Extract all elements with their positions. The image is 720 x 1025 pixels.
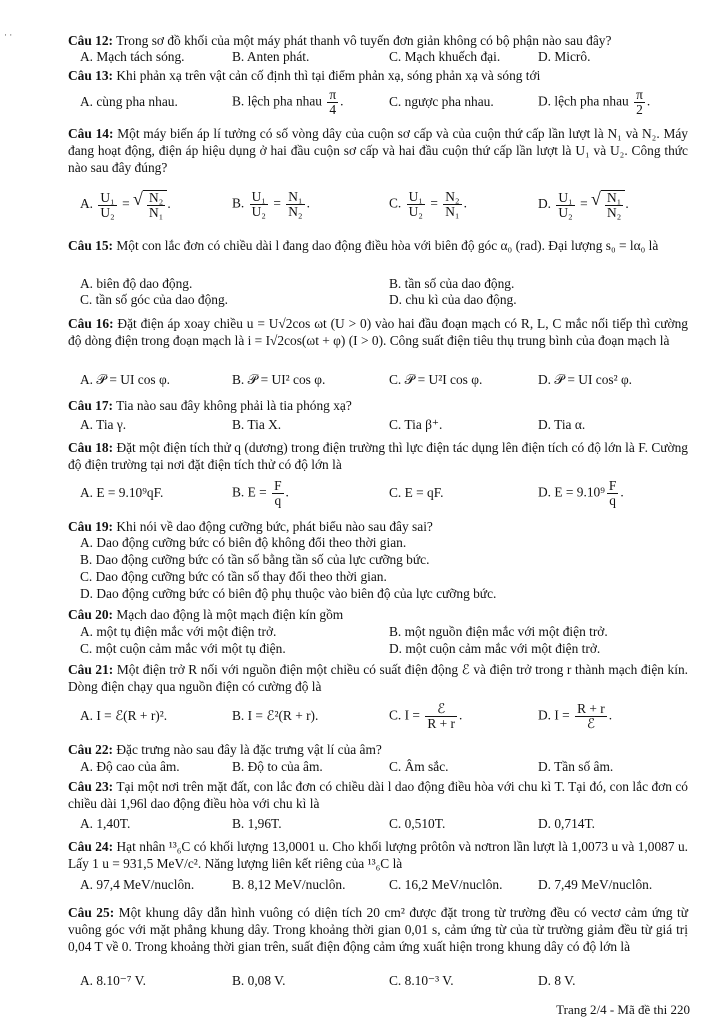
question-stem: Đặt điện áp xoay chiều u = U√2cos ωt (U > 0) vào hai đầu đoạn mạch có R, L, C mắc nối tiếp thì cường độ dòng điện trong đoạn mạch là i = I√2cos(ωt + φ) (I > 0). Công suất điện tiêu thụ trung bình của đoạn mạch là — [68, 316, 688, 348]
option-d[interactable]: D. 𝒫 = UI cos² φ. — [538, 372, 633, 387]
question-15 — [68, 237, 688, 254]
option-b-text: B. lệch pha nhau — [232, 93, 322, 109]
question-12 — [68, 32, 688, 49]
options-20-row2 — [80, 641, 690, 658]
option-b[interactable]: B. một nguồn điện mắc với một điện trở. — [389, 624, 608, 639]
denominator: R + r — [427, 716, 455, 731]
options-24 — [80, 877, 690, 894]
numerator: R + r — [577, 701, 605, 716]
option-c-text: C. I = — [389, 707, 420, 723]
question-label: Câu 15: — [68, 238, 114, 253]
fraction — [272, 479, 283, 508]
option-c-text: C. — [389, 195, 402, 211]
option-a[interactable]: A. Tia γ. — [80, 417, 127, 432]
question-20 — [68, 606, 688, 623]
numerator: ℰ — [425, 702, 457, 717]
options-23 — [80, 816, 690, 833]
option-c[interactable]: C. một cuộn cảm mắc với một tụ điện. — [80, 641, 286, 656]
option-d[interactable]: D. $\frac{\text{U₁}}{\text{U₂}}$ = √ $\frac{\text{N₁}}{\text{N₂}}$ . — [538, 190, 629, 220]
option-d[interactable]: D. Tia α. — [538, 417, 586, 432]
denominator: N₁ — [148, 205, 164, 220]
question-22 — [68, 741, 688, 758]
numerator: π — [329, 87, 337, 102]
square-root — [143, 190, 167, 220]
option-d[interactable]: D. 0,714T. — [538, 816, 596, 831]
question-stem: Khi phản xạ trên vật cản cố định thì tại điểm phản xạ, sóng phản xạ và sóng tới — [116, 68, 541, 83]
page-footer: Trang 2/4 - Mã đề thi 220 — [556, 1002, 690, 1017]
option-b[interactable]: B. tần số của dao động. — [389, 276, 515, 291]
fraction — [607, 479, 618, 508]
numerator: √ N₁ — [606, 190, 622, 205]
question-stem: Trong sơ đồ khối của một máy phát thanh vô tuyến đơn giản không có bộ phận nào sau đây? — [116, 33, 612, 48]
denominator: U₂ — [558, 204, 573, 220]
option-d-text: D. lệch pha nhau — [538, 93, 629, 109]
question-17 — [68, 397, 688, 414]
option-a[interactable]: A. Độ cao của âm. — [80, 759, 180, 774]
question-label: Câu 22: — [68, 742, 114, 757]
option-c[interactable]: C. 16,2 MeV/nuclôn. — [389, 877, 503, 892]
question-label: Câu 21: — [68, 662, 114, 677]
option-a[interactable]: A. cùng pha nhau. — [80, 94, 178, 109]
numerator: N₁ — [288, 189, 303, 204]
numerator: U₁ — [558, 189, 573, 205]
fraction — [575, 702, 607, 731]
option-a[interactable]: A. I = ℰ(R + r)². — [80, 708, 168, 723]
option-19-a — [80, 535, 690, 552]
question-label: Câu 14: — [68, 126, 114, 141]
option-b[interactable]: B. Tia X. — [232, 417, 282, 432]
option-c[interactable]: C. 8.10⁻³ V. — [389, 973, 454, 988]
options-15-row1 — [80, 276, 690, 293]
option-b[interactable]: B. 0,08 V. — [232, 973, 286, 988]
question-21 — [68, 661, 688, 695]
question-label: Câu 20: — [68, 607, 114, 622]
option-a[interactable]: A. $\frac{\text{U₁}}{\text{U₂}}$ = √ $\frac{\text{N₂}}{\text{N₁}}$ . — [80, 190, 171, 220]
option-a[interactable]: A. Mạch tách sóng. — [80, 49, 185, 64]
option-a[interactable]: A. một tụ điện mắc với một điện trở. — [80, 624, 277, 639]
option-c[interactable]: C. 0,510T. — [389, 816, 446, 831]
option-b[interactable]: B. $\frac{\text{U₁}}{\text{U₂}}$ = $\frac{\text{N₁}}{\text{N₂}}$ . — [232, 189, 310, 219]
option-d[interactable]: D. Dao động cưỡng bức có biên độ phụ thuộc vào biên độ của lực cưỡng bức. — [80, 586, 497, 601]
denominator: U₂ — [251, 204, 266, 219]
denominator: U₂ — [100, 204, 115, 220]
fraction — [407, 190, 425, 219]
option-d[interactable]: D. 8 V. — [538, 973, 576, 988]
options-13 — [80, 88, 690, 120]
numerator: U₁ — [251, 189, 266, 204]
denominator: 2 — [636, 102, 643, 117]
question-label: Câu 17: — [68, 398, 114, 413]
fraction — [425, 702, 457, 731]
question-label: Câu 16: — [68, 316, 114, 331]
fraction — [250, 190, 268, 219]
options-21 — [80, 700, 690, 736]
option-a[interactable]: A. 97,4 MeV/nuclôn. — [80, 877, 195, 892]
question-label: Câu 25: — [68, 905, 115, 920]
options-14 — [80, 186, 690, 226]
denominator: 4 — [329, 102, 337, 117]
options-12 — [80, 49, 690, 66]
denominator: q — [609, 493, 616, 508]
options-25 — [80, 973, 690, 990]
numerator: F — [274, 478, 282, 493]
option-c[interactable]: C. $\frac{\text{U₁}}{\text{U₂}}$ = $\frac{\text{N₂}}{\text{N₁}}$ . — [389, 189, 467, 219]
option-a[interactable]: A. 𝒫 = UI cos φ. — [80, 372, 171, 387]
option-c[interactable]: C. Âm sắc. — [389, 759, 449, 774]
question-stem: Một máy biến áp lí tưởng có số vòng dây của cuộn sơ cấp và của cuộn thứ cấp lần lượt là N₁ và N₂. Máy đang hoạt động, điện áp hiệu dụng ở hai đầu cuộn sơ cấp và hai đầu cuộn thứ cấp lần lượt là U₁ và U₂. Công thức nào sau đây đúng? — [68, 126, 688, 175]
numerator: π — [636, 87, 643, 102]
option-d[interactable]: D. Tần số âm. — [538, 759, 614, 774]
option-d[interactable]: D. E = 9.10⁹ $\frac{F}{q}$ . — [538, 478, 624, 508]
option-b[interactable]: B. E = $\frac{F}{q}$ . — [232, 478, 289, 508]
option-b[interactable]: B. 𝒫 = UI² cos φ. — [232, 372, 326, 387]
question-23 — [68, 778, 688, 812]
option-19-d — [80, 586, 690, 603]
square-root — [601, 190, 625, 220]
question-stem: Tia nào sau đây không phải là tia phóng xạ? — [116, 398, 352, 413]
margin-mark: · · — [4, 30, 13, 40]
question-stem: Một điện trở R nối với nguồn điện một chiều có suất điện động ℰ và điện trở trong r thành mạch điện kín. Dòng điện chạy qua nguồn điện có cường độ là — [68, 662, 689, 694]
option-b[interactable]: B. Dao động cưỡng bức có tần số bằng tần số của lực cưỡng bức. — [80, 552, 430, 567]
options-18 — [80, 477, 690, 513]
denominator: q — [274, 493, 282, 508]
fraction — [556, 191, 574, 220]
option-d[interactable]: D. I = $\frac{R + r}{\text{ℰ}}$ . — [538, 701, 613, 731]
option-b[interactable]: B. 8,12 MeV/nuclôn. — [232, 877, 346, 892]
numerator: U₁ — [408, 189, 423, 204]
option-b-text: B. — [232, 195, 245, 211]
fraction — [605, 191, 623, 220]
question-stem: Đặt một điện tích thử q (dương) trong điện trường thì lực điện tác dụng lên điện tích có độ lớn là F. Cường độ điện trường tại nơi đặt điện tích thử có độ lớn là — [68, 440, 688, 472]
question-25 — [68, 904, 688, 955]
question-label: Câu 24: — [68, 839, 114, 854]
fraction — [443, 190, 461, 219]
question-stem: Khi nói về dao động cưỡng bức, phát biểu nào sau đây sai? — [116, 519, 433, 534]
question-label: Câu 12: — [68, 33, 114, 48]
option-c[interactable]: C. I = $\frac{\text{ℰ}}{R + r}$ . — [389, 701, 463, 731]
option-a[interactable]: A. E = 9.10⁹qF. — [80, 485, 164, 500]
option-c[interactable]: C. 𝒫 = U²I cos φ. — [389, 372, 483, 387]
option-b[interactable]: B. Anten phát. — [232, 49, 310, 64]
option-19-b — [80, 552, 690, 569]
option-c[interactable]: C. ngược pha nhau. — [389, 94, 494, 109]
fraction — [327, 88, 338, 117]
option-c[interactable]: C. Dao động cưỡng bức có tần số thay đổi theo thời gian. — [80, 569, 387, 584]
question-label: Câu 18: — [68, 440, 114, 455]
option-d[interactable]: D. lệch pha nhau $\frac{\pi}{2}$ . — [538, 87, 651, 117]
option-a[interactable]: A. biên độ dao động. — [80, 276, 193, 291]
option-b[interactable]: B. 1,96T. — [232, 816, 282, 831]
option-d[interactable]: D. 7,49 MeV/nuclôn. — [538, 877, 653, 892]
fraction — [147, 191, 165, 220]
question-stem: Mạch dao động là một mạch điện kín gồm — [116, 607, 344, 622]
option-19-c — [80, 569, 690, 586]
denominator: N₂ — [606, 205, 622, 220]
options-15-row2 — [80, 292, 690, 309]
question-stem: Một con lắc đơn có chiều dài l đang dao động điều hòa với biên độ góc α₀ (rad). Đại lượng s₀ = lα₀ là — [116, 238, 659, 253]
question-24 — [68, 838, 688, 872]
option-c[interactable]: C. Tia β⁺. — [389, 417, 443, 432]
fraction — [286, 190, 304, 219]
question-stem: Tại một nơi trên mặt đất, con lắc đơn có chiều dài l dao động điều hòa với chu kì T. Tại đó, con lắc đơn có chiều dài 1,96l dao động điều hòa với chu kì là — [68, 779, 688, 811]
option-a-text: A. — [80, 196, 94, 212]
question-14 — [68, 125, 688, 176]
fraction — [634, 88, 645, 117]
option-a[interactable]: A. Dao động cưỡng bức có biên độ không đổi theo thời gian. — [80, 535, 407, 550]
denominator: U₂ — [408, 204, 423, 219]
option-d-text: D. E = 9.10⁹ — [538, 484, 605, 500]
option-b-text: B. E = — [232, 484, 267, 500]
option-d[interactable]: D. chu kì của dao động. — [389, 292, 517, 307]
options-20-row1 — [80, 624, 690, 641]
question-13 — [68, 67, 688, 84]
option-b[interactable]: B. lệch pha nhau $\frac{\pi}{4}$ . — [232, 87, 344, 117]
denominator: ℰ — [586, 716, 595, 731]
question-label: Câu 19: — [68, 519, 114, 534]
option-d-text: D. I = — [538, 707, 570, 723]
option-c[interactable]: C. E = qF. — [389, 485, 444, 500]
question-19 — [68, 518, 688, 535]
option-d[interactable]: D. một cuộn cảm mắc với một điện trở. — [389, 641, 601, 656]
option-b[interactable]: B. I = ℰ²(R + r). — [232, 708, 319, 723]
question-label: Câu 13: — [68, 68, 114, 83]
numerator: N₂ — [445, 189, 460, 204]
question-label: Câu 23: — [68, 779, 114, 794]
option-b[interactable]: B. Độ to của âm. — [232, 759, 323, 774]
option-a[interactable]: A. 1,40T. — [80, 816, 131, 831]
numerator: U₁ — [100, 189, 115, 205]
fraction — [98, 191, 116, 220]
option-a[interactable]: A. 8.10⁻⁷ V. — [80, 973, 146, 988]
question-16 — [68, 315, 688, 349]
denominator: N₁ — [445, 204, 460, 219]
options-22 — [80, 759, 690, 776]
question-stem: Đặc trưng nào sau đây là đặc trưng vật lí của âm? — [116, 742, 382, 757]
numerator: F — [608, 478, 617, 493]
question-stem: Một khung dây dẫn hình vuông có diện tích 20 cm² được đặt trong từ trường đều có vectơ cảm ứng từ vuông góc với mặt phẳng khung dây. Trong khoảng thời gian 0,01 s, cảm ứng từ của từ trường giảm đều từ giá trị 0,04 T về 0. Trong khoảng thời gian trên, suất điện động cảm ứng xuất hiện trong khung dây có độ lớn là — [68, 905, 688, 954]
option-c[interactable]: C. tần số góc của dao động. — [80, 292, 229, 307]
numerator: √ N₂ — [148, 190, 164, 205]
option-d-text: D. — [538, 196, 552, 212]
options-16 — [80, 372, 690, 389]
denominator: N₂ — [288, 204, 303, 219]
option-c[interactable]: C. Mạch khuếch đại. — [389, 49, 501, 64]
options-17 — [80, 417, 690, 434]
option-d[interactable]: D. Micrô. — [538, 49, 591, 64]
question-18 — [68, 439, 688, 473]
question-stem: Hạt nhân ¹³₆C có khối lượng 13,0001 u. Cho khối lượng prôtôn và nơtron lần lượt là 1,0073 u và 1,0087 u. Lấy 1 u = 931,5 MeV/c². Năng lượng liên kết riêng của ¹³₆C là — [68, 839, 688, 871]
